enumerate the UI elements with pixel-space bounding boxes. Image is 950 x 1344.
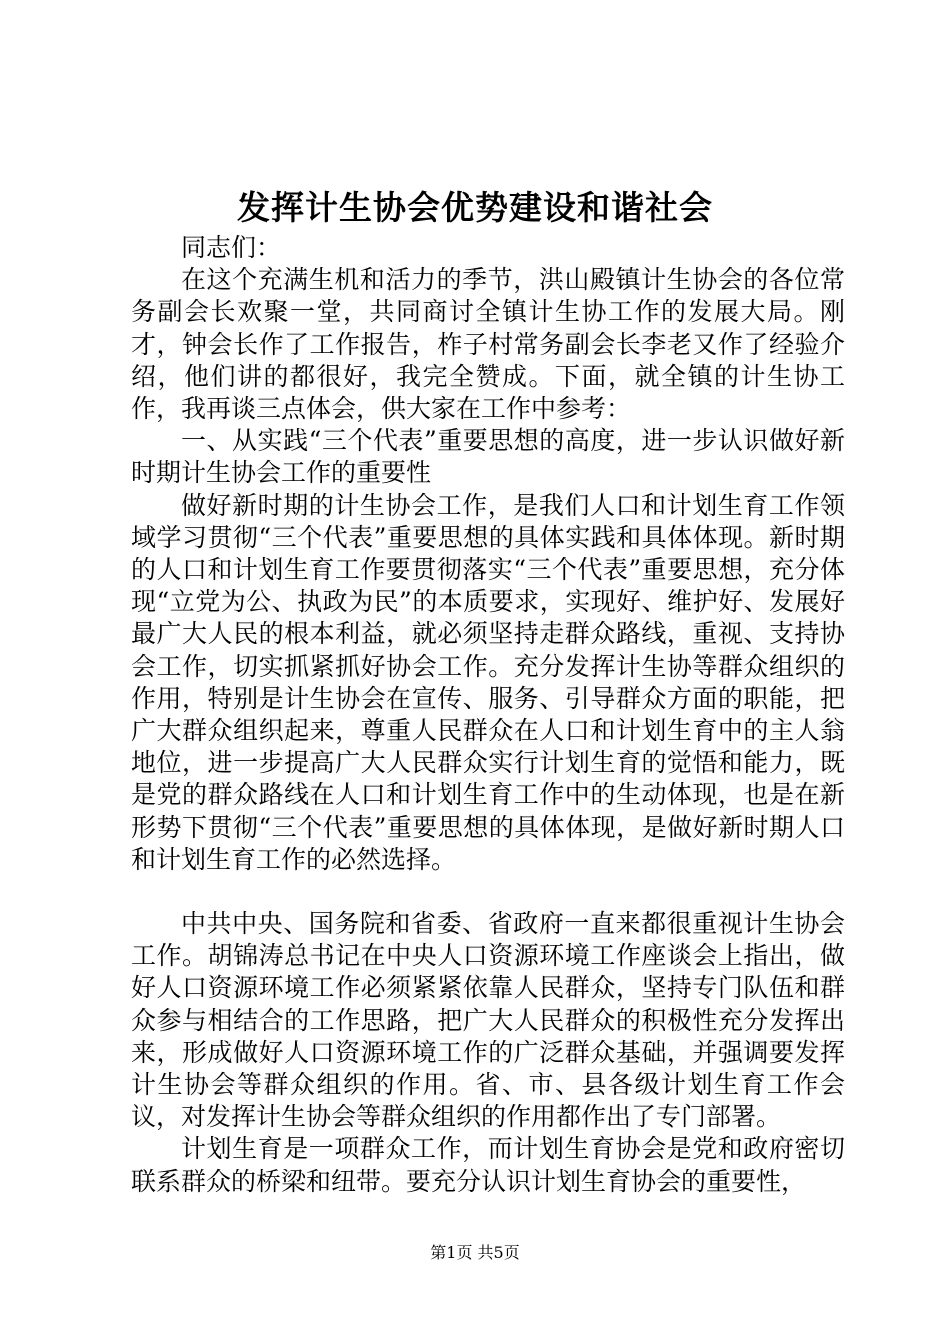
paragraph-central-policy: 中共中央、国务院和省委、省政府一直来都很重视计生协会工作。胡锦涛总书记在中央人口资源环境工作座谈会上指出，做好人口资源环境工作必须紧紧依靠人民群众，坚持专门队伍和群众参与相结合的工作思路，把广大人民群众的积极性充分发挥出来，形成做好人口资源环境工作的广泛群众基础，并强调要发挥计生协会等群众组织的作用。省、市、县各级计划生育工作会议，对发挥计生协会等群众组织的作用都作出了专门部署。 [131, 909, 845, 1132]
section-heading-1: 一、从实践“三个代表”重要思想的高度，进一步认识做好新时期计生协会工作的重要性 [131, 426, 845, 488]
paragraph-spacer [131, 876, 845, 908]
document-title: 发挥计生协会优势建设和谐社会 [237, 188, 713, 227]
paragraph-intro: 在这个充满生机和活力的季节，洪山殿镇计生协会的各位常务副会长欢聚一堂，共同商讨全镇计生协工作的发展大局。刚才，钟会长作了工作报告，柞子村常务副会长李老又作了经验介绍，他们讲的都很好，我完全赞成。下面，就全镇的计生协工作，我再谈三点体会，供大家在工作中参考： [131, 265, 845, 424]
page-number-footer: 第1页 共5页 [430, 1243, 520, 1262]
paragraph-significance: 做好新时期的计生协会工作，是我们人口和计划生育工作领域学习贯彻“三个代表”重要思想的具体实践和具体体现。新时期的人口和计划生育工作要贯彻落实“三个代表”重要思想，充分体现“立党为公、执政为民”的本质要求，实现好、维护好、发展好最广大人民的根本利益，就必须坚持走群众路线，重视、支持协会工作，切实抓紧抓好协会工作。充分发挥计生协等群众组织的作用，特别是计生协会在宣传、服务、引导群众方面的职能，把广大群众组织起来，尊重人民群众在人口和计划生育中的主人翁地位，进一步提高广大人民群众实行计划生育的觉悟和能力，既是党的群众路线在人口和计划生育工作中的生动体现，也是在新形势下贯彻“三个代表”重要思想的具体体现，是做好新时期人口和计划生育工作的必然选择。 [131, 490, 845, 874]
salutation: 同志们： [181, 233, 282, 262]
document-body [131, 232, 845, 1198]
paragraph-mass-work: 计划生育是一项群众工作，而计划生育协会是党和政府密切联系群众的桥梁和纽带。要充分认识计划生育协会的重要性， [131, 1134, 845, 1196]
